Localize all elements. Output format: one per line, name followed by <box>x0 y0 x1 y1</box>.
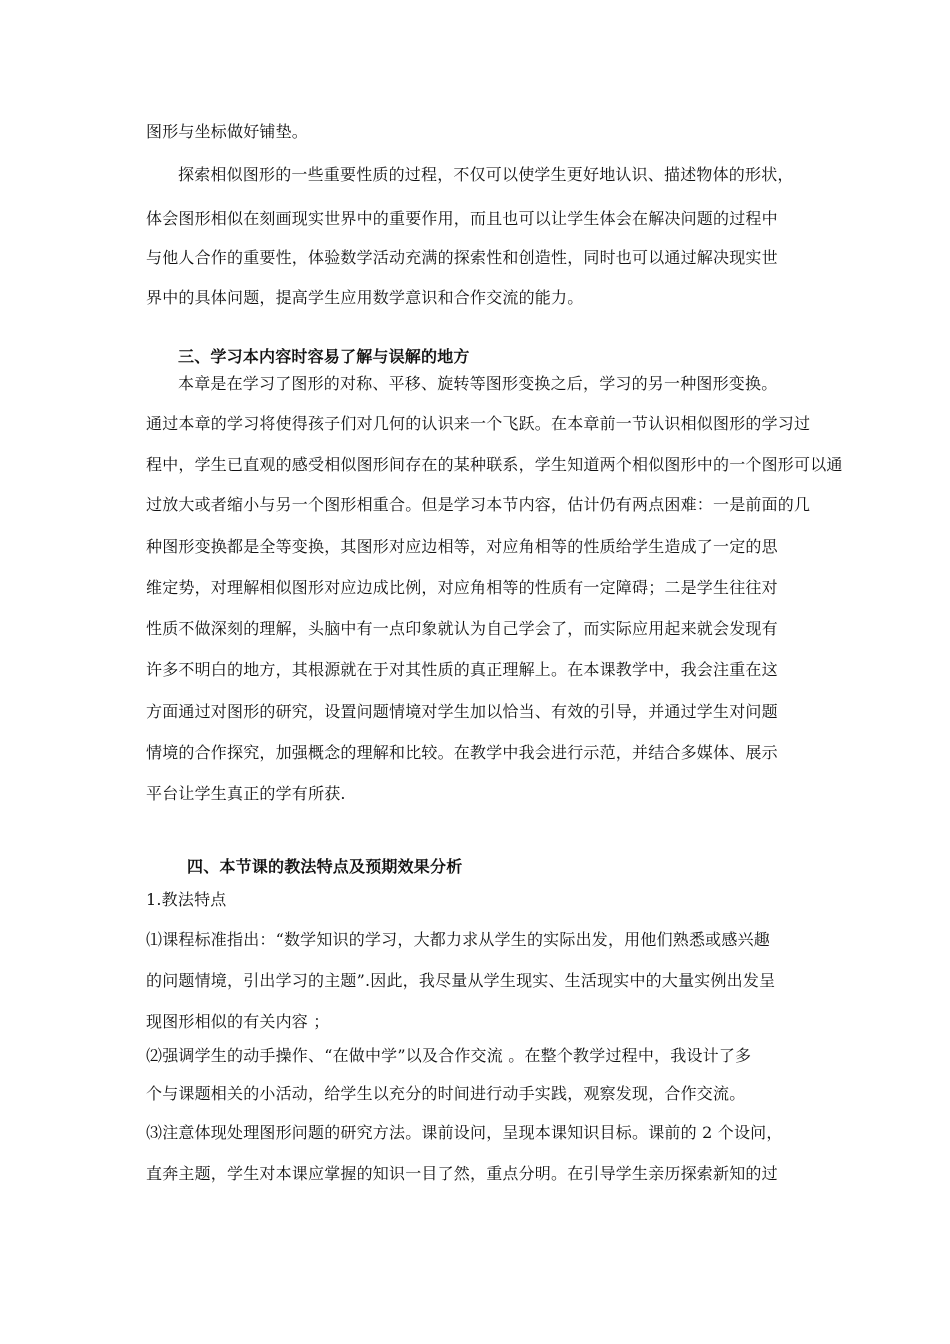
paragraph-line: 许多不明白的地方，其根源就在于对其性质的真正理解上。在本课教学中，我会注重在这 <box>146 660 778 679</box>
paragraph-line: 个与课题相关的小活动，给学生以充分的时间进行动手实践，观察发现，合作交流。 <box>146 1084 746 1103</box>
paragraph-line: 方面通过对图形的研究，设置问题情境对学生加以恰当、有效的引导，并通过学生对问题 <box>146 702 778 721</box>
paragraph-line: 种图形变换都是全等变换，其图形对应边相等，对应角相等的性质给学生造成了一定的思 <box>146 537 778 556</box>
paragraph-line: 探索相似图形的一些重要性质的过程，不仅可以使学生更好地认识、描述物体的形状， <box>178 165 794 184</box>
paragraph-line: 过放大或者缩小与另一个图形相重合。但是学习本节内容，估计仍有两点困难：一是前面的几 <box>146 495 811 514</box>
paragraph-line: ⑵强调学生的动手操作、“在做中学”以及合作交流 。在整个教学过程中，我设计了多 <box>146 1046 752 1065</box>
paragraph-line: 维定势，对理解相似图形对应边成比例，对应角相等的性质有一定障碍；二是学生往往对 <box>146 578 778 597</box>
paragraph-line: 图形与坐标做好铺垫。 <box>146 122 309 141</box>
section-heading: 四、本节课的教法特点及预期效果分析 <box>187 857 463 876</box>
sub-heading: 1.教法特点 <box>146 890 227 909</box>
paragraph-line: 现图形相似的有关内容 ； <box>146 1012 330 1031</box>
paragraph-line: ⑶注意体现处理图形问题的研究方法。课前设问，呈现本课知识目标。课前的 2 个设问， <box>146 1123 783 1142</box>
paragraph-line: 与他人合作的重要性，体验数学活动充满的探索性和创造性，同时也可以通过解决现实世 <box>146 248 778 267</box>
paragraph-line: 本章是在学习了图形的对称、平移、旋转等图形变换之后，学习的另一种图形变换。 <box>178 374 778 393</box>
paragraph-line: ⑴课程标准指出：“数学知识的学习，大都力求从学生的实际出发，用他们熟悉或感兴趣 <box>146 930 770 949</box>
paragraph-line: 直奔主题，学生对本课应掌握的知识一目了然，重点分明。在引导学生亲历探索新知的过 <box>146 1164 778 1183</box>
paragraph-line: 情境的合作探究，加强概念的理解和比较。在教学中我会进行示范，并结合多媒体、展示 <box>146 743 778 762</box>
paragraph-line: 的问题情境，引出学习的主题”.因此，我尽量从学生现实、生活现实中的大量实例出发呈 <box>146 971 776 990</box>
paragraph-line: 性质不做深刻的理解，头脑中有一点印象就认为自己学会了，而实际应用起来就会发现有 <box>146 619 778 638</box>
paragraph-line: 通过本章的学习将使得孩子们对几何的认识来一个飞跃。在本章前一节认识相似图形的学习过 <box>146 414 811 433</box>
paragraph-line: 程中，学生已直观的感受相似图形间存在的某种联系，学生知道两个相似图形中的一个图形可以通 <box>146 455 843 474</box>
paragraph-line: 界中的具体问题，提高学生应用数学意识和合作交流的能力。 <box>146 288 584 307</box>
paragraph-line: 平台让学生真正的学有所获. <box>146 784 346 803</box>
section-heading: 三、学习本内容时容易了解与误解的地方 <box>178 347 470 366</box>
paragraph-line: 体会图形相似在刻画现实世界中的重要作用，而且也可以让学生体会在解决问题的过程中 <box>146 209 778 228</box>
